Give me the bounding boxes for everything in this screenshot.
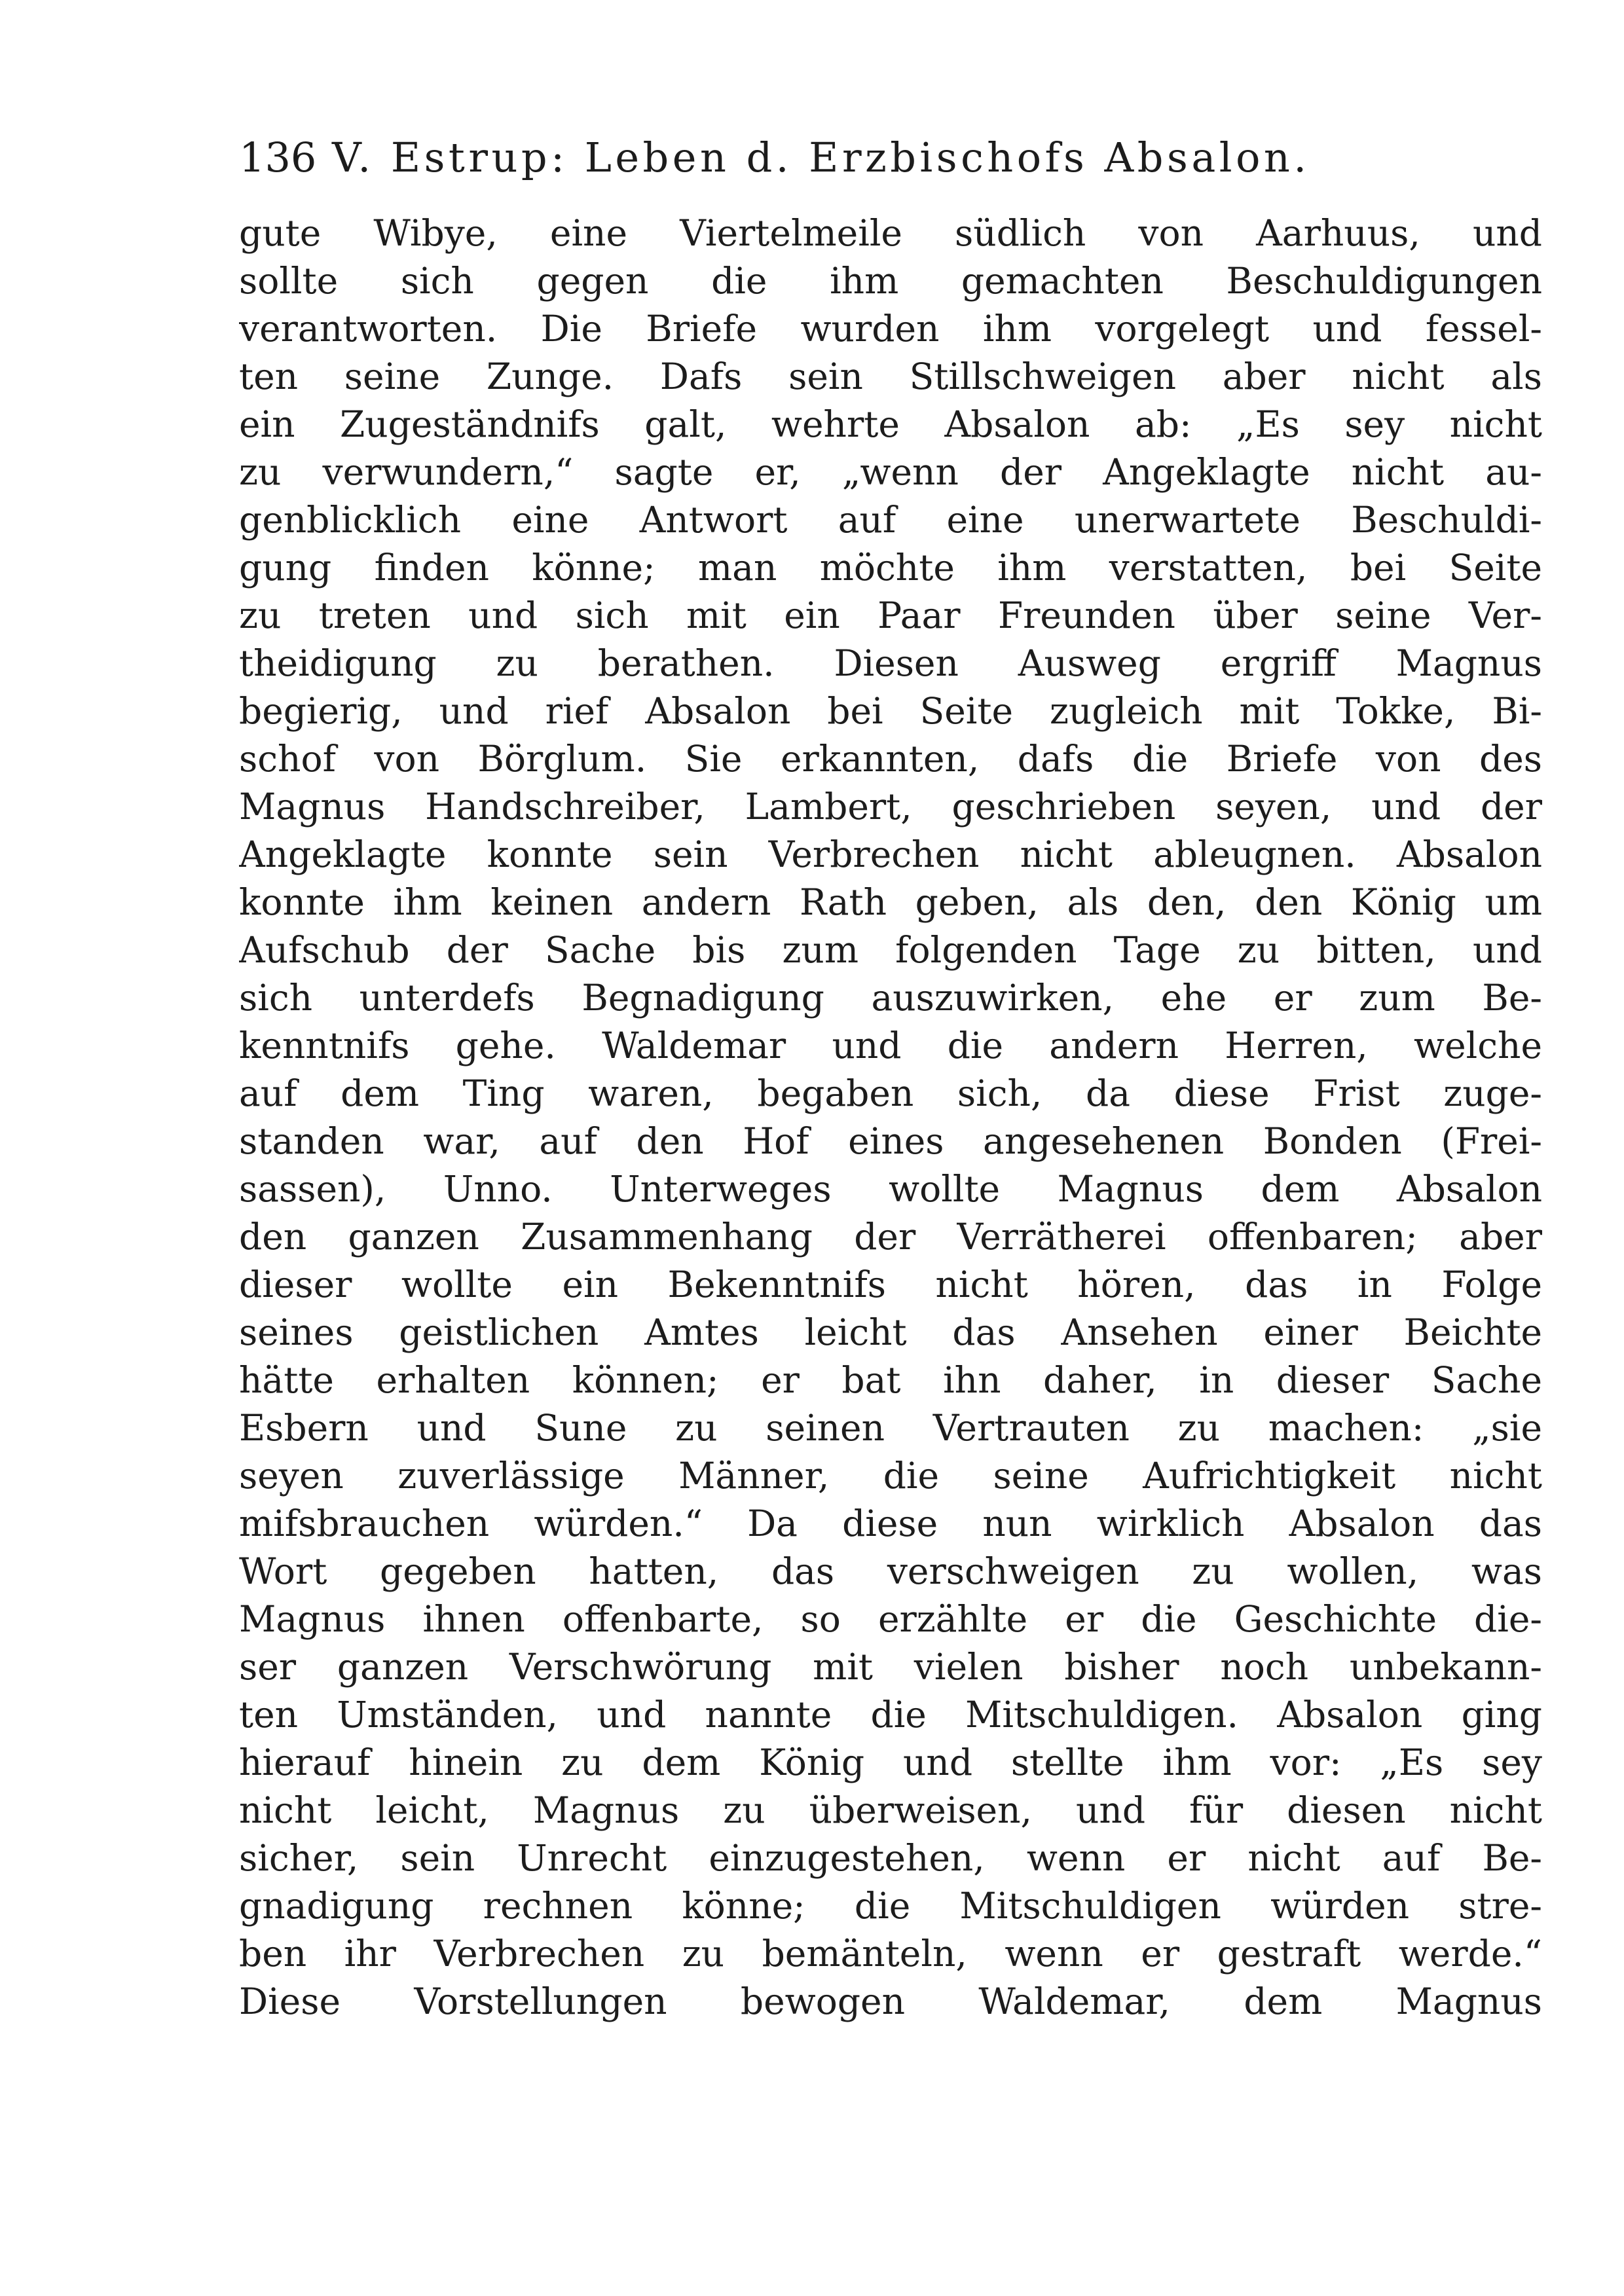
text-line: Diese Vorstellungen bewogen Waldemar, dem Magnus	[239, 1980, 1542, 2022]
text-line: konnte ihm keinen andern Rath geben, als den, den König um	[239, 881, 1542, 923]
text-line: hätte erhalten können; er bat ihn daher, in dieser Sache	[239, 1359, 1542, 1401]
text-line: theidigung zu berathen. Diesen Ausweg ergriff Magnus	[239, 642, 1542, 684]
text-line: Magnus Handschreiber, Lambert, geschrieben seyen, und der	[239, 786, 1542, 828]
text-line: ser ganzen Verschwörung mit vielen bisher noch unbekann-	[239, 1646, 1542, 1688]
text-line: nicht leicht, Magnus zu überweisen, und für diesen nicht	[239, 1789, 1542, 1831]
text-line: Magnus ihnen offenbarte, so erzählte er die Geschichte die-	[239, 1598, 1542, 1640]
text-line: ben ihr Verbrechen zu bemänteln, wenn er gestraft werde.“	[239, 1933, 1542, 1975]
text-line: sollte sich gegen die ihm gemachten Beschuldigungen	[239, 260, 1542, 302]
text-line: genblicklich eine Antwort auf eine unerwartete Beschuldi-	[239, 499, 1542, 541]
text-line: gute Wibye, eine Viertelmeile südlich von Aarhuus, und	[239, 212, 1542, 254]
text-line: Aufschub der Sache bis zum folgenden Tage zu bitten, und	[239, 929, 1542, 971]
text-line: sich unterdefs Begnadigung auszuwirken, ehe er zum Be-	[239, 977, 1542, 1019]
text-line: standen war, auf den Hof eines angesehenen Bonden (Frei-	[239, 1120, 1542, 1162]
body-text	[239, 210, 1542, 2026]
text-line: gnadigung rechnen könne; die Mitschuldigen würden stre-	[239, 1885, 1542, 1927]
text-line: zu treten und sich mit ein Paar Freunden über seine Ver-	[239, 594, 1542, 636]
text-line: sicher, sein Unrecht einzugestehen, wenn er nicht auf Be-	[239, 1837, 1542, 1879]
text-line: zu verwundern,“ sagte er, „wenn der Angeklagte nicht au-	[239, 451, 1542, 493]
text-line: auf dem Ting waren, begaben sich, da diese Frist zuge-	[239, 1072, 1542, 1114]
page-number: 136	[239, 134, 317, 181]
text-line: seines geistlichen Amtes leicht das Ansehen einer Beichte	[239, 1311, 1542, 1353]
text-line: schof von Börglum. Sie erkannten, dafs die Briefe von des	[239, 738, 1542, 780]
text-line: Wort gegeben hatten, das verschweigen zu wollen, was	[239, 1550, 1542, 1592]
text-line: Esbern und Sune zu seinen Vertrauten zu machen: „sie	[239, 1407, 1542, 1449]
text-line: sassen), Unno. Unterweges wollte Magnus dem Absalon	[239, 1168, 1542, 1210]
text-line: mifsbrauchen würden.“ Da diese nun wirklich Absalon das	[239, 1503, 1542, 1544]
text-line: hierauf hinein zu dem König und stellte ihm vor: „Es sey	[239, 1741, 1542, 1783]
text-line: ein Zugeständnifs galt, wehrte Absalon ab: „Es sey nicht	[239, 403, 1542, 445]
page-header	[239, 128, 1542, 188]
text-line: kenntnifs gehe. Waldemar und die andern Herren, welche	[239, 1025, 1542, 1066]
text-line: verantworten. Die Briefe wurden ihm vorgelegt und fessel-	[239, 308, 1542, 350]
text-line: seyen zuverlässige Männer, die seine Aufrichtigkeit nicht	[239, 1455, 1542, 1497]
text-line: gung finden könne; man möchte ihm verstatten, bei Seite	[239, 547, 1542, 589]
text-line: ten seine Zunge. Dafs sein Stillschweigen aber nicht als	[239, 355, 1542, 397]
text-line: ten Umständen, und nannte die Mitschuldigen. Absalon ging	[239, 1694, 1542, 1736]
text-line: Angeklagte konnte sein Verbrechen nicht ableugnen. Absalon	[239, 833, 1542, 875]
text-line: den ganzen Zusammenhang der Verrätherei offenbaren; aber	[239, 1216, 1542, 1258]
text-line: dieser wollte ein Bekenntnifs nicht hören, das in Folge	[239, 1264, 1542, 1305]
running-head: V. Estrup: Leben d. Erzbischofs Absalon.	[332, 134, 1310, 181]
text-line: begierig, und rief Absalon bei Seite zugleich mit Tokke, Bi-	[239, 690, 1542, 732]
